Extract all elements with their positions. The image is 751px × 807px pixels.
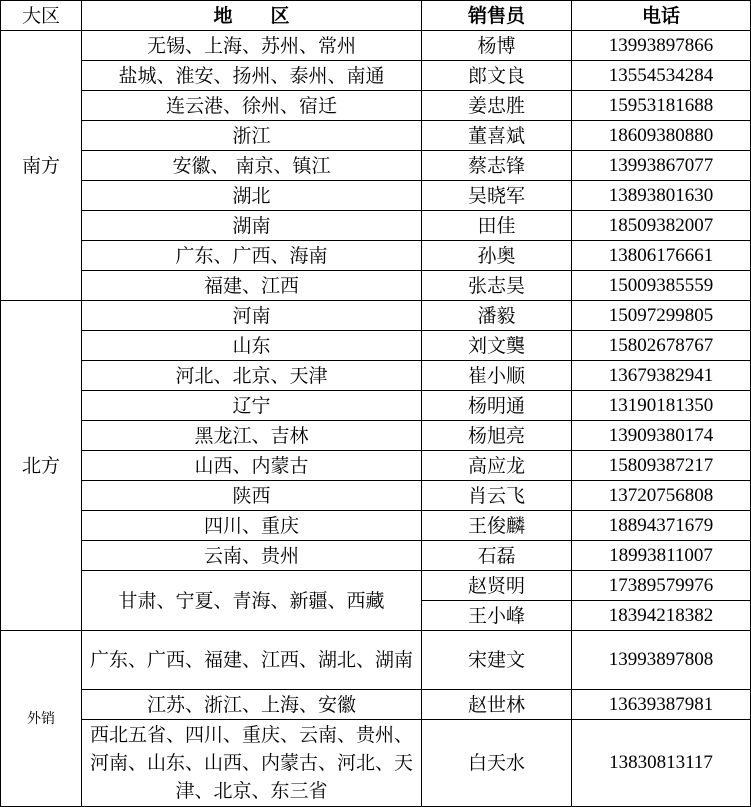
salesperson-cell: 石磊 xyxy=(422,541,572,571)
salesperson-cell: 田佳 xyxy=(422,211,572,241)
phone-cell: 15009385559 xyxy=(572,271,751,301)
table-row xyxy=(1,181,751,211)
table-row xyxy=(1,301,751,331)
area-cell: 江苏、浙江、上海、安徽 xyxy=(82,690,422,720)
salesperson-cell: 白天水 xyxy=(422,720,572,807)
area-cell: 广东、广西、海南 xyxy=(82,241,422,271)
table-row xyxy=(1,271,751,301)
salesperson-cell: 王小峰 xyxy=(422,601,572,631)
phone-cell: 15809387217 xyxy=(572,451,751,481)
area-cell: 甘肃、宁夏、青海、新疆、西藏 xyxy=(82,571,422,631)
table-row xyxy=(1,241,751,271)
phone-cell: 15802678767 xyxy=(572,331,751,361)
area-cell: 河北、北京、天津 xyxy=(82,361,422,391)
table-row xyxy=(1,361,751,391)
table-row xyxy=(1,61,751,91)
area-cell: 四川、重庆 xyxy=(82,511,422,541)
area-cell: 连云港、徐州、宿迁 xyxy=(82,91,422,121)
table-row xyxy=(1,571,751,601)
table-row xyxy=(1,481,751,511)
table-row xyxy=(1,421,751,451)
phone-cell: 13679382941 xyxy=(572,361,751,391)
phone-cell: 13993897808 xyxy=(572,631,751,690)
table-row xyxy=(1,511,751,541)
phone-cell: 17389579976 xyxy=(572,571,751,601)
area-cell: 广东、广西、福建、江西、湖北、湖南 xyxy=(82,631,422,690)
area-cell: 山西、内蒙古 xyxy=(82,451,422,481)
table-row xyxy=(1,31,751,61)
phone-cell: 13893801630 xyxy=(572,181,751,211)
region-cell-south: 南方 xyxy=(1,31,82,301)
area-cell: 云南、贵州 xyxy=(82,541,422,571)
phone-cell: 13554534284 xyxy=(572,61,751,91)
salesperson-cell: 杨明通 xyxy=(422,391,572,421)
phone-cell: 13909380174 xyxy=(572,421,751,451)
region-cell-north: 北方 xyxy=(1,301,82,631)
salesperson-cell: 张志昊 xyxy=(422,271,572,301)
header-area: 地 区 xyxy=(82,1,422,31)
area-cell: 黑龙江、吉林 xyxy=(82,421,422,451)
salesperson-cell: 姜忠胜 xyxy=(422,91,572,121)
salesperson-cell: 肖云飞 xyxy=(422,481,572,511)
table-header-row xyxy=(1,1,751,31)
area-cell: 辽宁 xyxy=(82,391,422,421)
phone-cell: 15953181688 xyxy=(572,91,751,121)
phone-cell: 13993867077 xyxy=(572,151,751,181)
phone-cell: 13830813117 xyxy=(572,720,751,807)
area-cell: 湖南 xyxy=(82,211,422,241)
phone-cell: 13639387981 xyxy=(572,690,751,720)
salesperson-cell: 孙奥 xyxy=(422,241,572,271)
phone-cell: 18609380880 xyxy=(572,121,751,151)
salesperson-cell: 崔小顺 xyxy=(422,361,572,391)
table-row xyxy=(1,151,751,181)
phone-cell: 18394218382 xyxy=(572,601,751,631)
header-phone: 电话 xyxy=(572,1,751,31)
area-cell: 湖北 xyxy=(82,181,422,211)
salesperson-cell: 潘毅 xyxy=(422,301,572,331)
table-row xyxy=(1,451,751,481)
header-region: 大区 xyxy=(1,1,82,31)
phone-cell: 13190181350 xyxy=(572,391,751,421)
salesperson-cell: 杨旭亮 xyxy=(422,421,572,451)
area-cell: 无锡、上海、苏州、常州 xyxy=(82,31,422,61)
phone-cell: 18509382007 xyxy=(572,211,751,241)
table-row xyxy=(1,211,751,241)
salesperson-cell: 吴晓军 xyxy=(422,181,572,211)
area-cell: 陕西 xyxy=(82,481,422,511)
table-row xyxy=(1,121,751,151)
salesperson-cell: 宋建文 xyxy=(422,631,572,690)
phone-cell: 13806176661 xyxy=(572,241,751,271)
area-cell: 浙江 xyxy=(82,121,422,151)
table-row xyxy=(1,331,751,361)
phone-cell: 18993811007 xyxy=(572,541,751,571)
area-cell: 河南 xyxy=(82,301,422,331)
salesperson-cell: 赵世林 xyxy=(422,690,572,720)
phone-cell: 13993897866 xyxy=(572,31,751,61)
table-row xyxy=(1,631,751,690)
table-row xyxy=(1,391,751,421)
salesperson-cell: 董喜斌 xyxy=(422,121,572,151)
table-row xyxy=(1,91,751,121)
table-row xyxy=(1,690,751,720)
salesperson-cell: 杨博 xyxy=(422,31,572,61)
salesperson-cell: 刘文龑 xyxy=(422,331,572,361)
region-cell-export: 外销 xyxy=(1,631,82,807)
phone-cell: 15097299805 xyxy=(572,301,751,331)
area-cell: 安徽、 南京、镇江 xyxy=(82,151,422,181)
phone-cell: 13720756808 xyxy=(572,481,751,511)
area-cell: 盐城、淮安、扬州、泰州、南通 xyxy=(82,61,422,91)
area-cell: 山东 xyxy=(82,331,422,361)
table-row xyxy=(1,541,751,571)
salesperson-cell: 郎文良 xyxy=(422,61,572,91)
table-row xyxy=(1,720,751,807)
header-salesperson: 销售员 xyxy=(422,1,572,31)
area-cell: 西北五省、四川、重庆、云南、贵州、河南、山东、山西、内蒙古、河北、天津、北京、东三省 xyxy=(82,720,422,807)
salesperson-cell: 高应龙 xyxy=(422,451,572,481)
area-cell: 福建、江西 xyxy=(82,271,422,301)
salesperson-cell: 蔡志锋 xyxy=(422,151,572,181)
salesperson-cell: 赵贤明 xyxy=(422,571,572,601)
salesperson-cell: 王俊麟 xyxy=(422,511,572,541)
phone-cell: 18894371679 xyxy=(572,511,751,541)
